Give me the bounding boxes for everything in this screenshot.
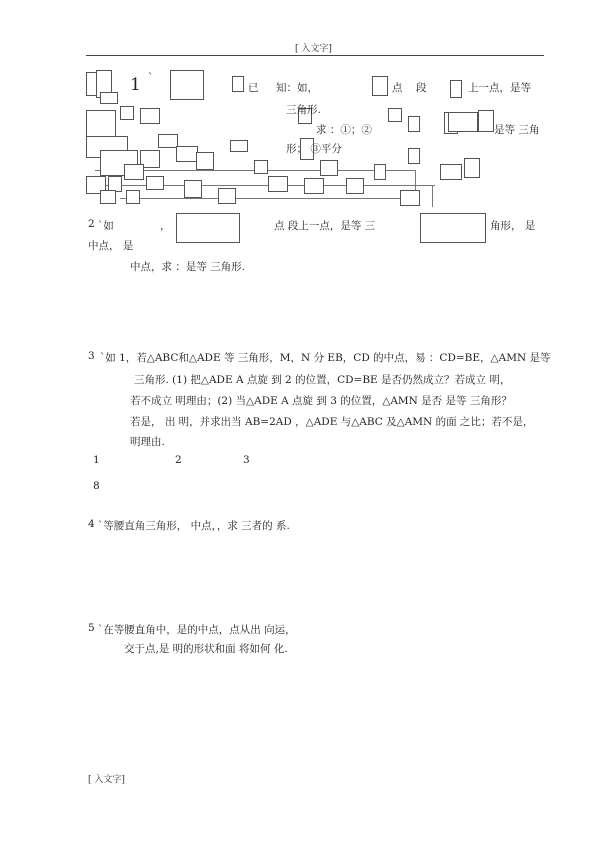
problem-2-text: 角形， 是 <box>490 220 536 232</box>
figure-placeholder <box>176 213 240 243</box>
problem-3-text: 明理由. <box>130 436 165 448</box>
problem-1-text: 求 ：①；② <box>316 124 372 136</box>
problem-1-text: 已 <box>248 82 259 94</box>
page-footer: [ 入文字] <box>88 775 125 785</box>
problem-1-text: 是等 三角 <box>494 124 540 136</box>
problem-2-text: `如 <box>98 220 114 232</box>
problem-2-text: 中点，求 ：是等 三角形. <box>130 261 246 273</box>
problem-3-text: `如 1，若△ABC和△ADE 等 三角形，M，N 分 EB，CD 的中点，易 ：CD=BE，△AMN 是等 <box>100 352 551 364</box>
problem-1-number: 1 <box>130 75 141 95</box>
problem-1-mark: ` <box>148 72 154 84</box>
problem-4-text: `等腰直角三角形， 中点，，求 三者的 系. <box>98 520 290 532</box>
figure-placeholder <box>420 213 486 243</box>
problem-3-text: 若是， 出 明，并求出当 AB=2AD ，△ADE 与△ABC 及△AMN 的面 之比；若不是， <box>130 416 534 428</box>
problem-2-text: 点 段上一点，是等 三 <box>274 220 376 232</box>
problem-3-extra: 8 <box>93 480 100 492</box>
figure-label: 2 <box>175 454 182 466</box>
problem-3-number: 3 <box>88 350 95 362</box>
problem-1-text: 形； ③平分 <box>286 143 342 155</box>
figure-label: 3 <box>243 454 250 466</box>
problem-3-text: 若不成立 明理由；(2) 当△ADE A 点旋 到 3 的位置，△AMN 是否 是等 三角形？ <box>130 395 512 407</box>
problem-1-text: 上一点，是等 <box>468 82 531 94</box>
problem-3-text: 三角形. (1) 把△ADE A 点旋 到 2 的位置，CD=BE 是否仍然成立？若成立 明， <box>134 374 511 386</box>
problem-5-text: 交于点,是 明的形状和面 将如何 化. <box>124 643 288 655</box>
page-header: [ 入文字] <box>295 44 332 54</box>
problem-1-text: 段 <box>416 82 427 94</box>
header-rule <box>86 55 544 56</box>
problem-5-text: `在等腰直角中，是的中点，点从出 向运， <box>98 624 296 636</box>
problem-5-number: 5 <box>88 622 95 634</box>
problem-1-text: 知：如， <box>276 82 318 94</box>
problem-2-text: ， <box>160 220 171 232</box>
problem-1-text: 三角形. <box>286 104 321 116</box>
problem-1-text: 点 <box>392 82 403 94</box>
problem-2-number: 2 <box>88 218 95 230</box>
figure-label: 1 <box>93 454 100 466</box>
problem-4-number: 4 <box>88 518 95 530</box>
problem-2-text: 中点， 是 <box>88 240 134 252</box>
